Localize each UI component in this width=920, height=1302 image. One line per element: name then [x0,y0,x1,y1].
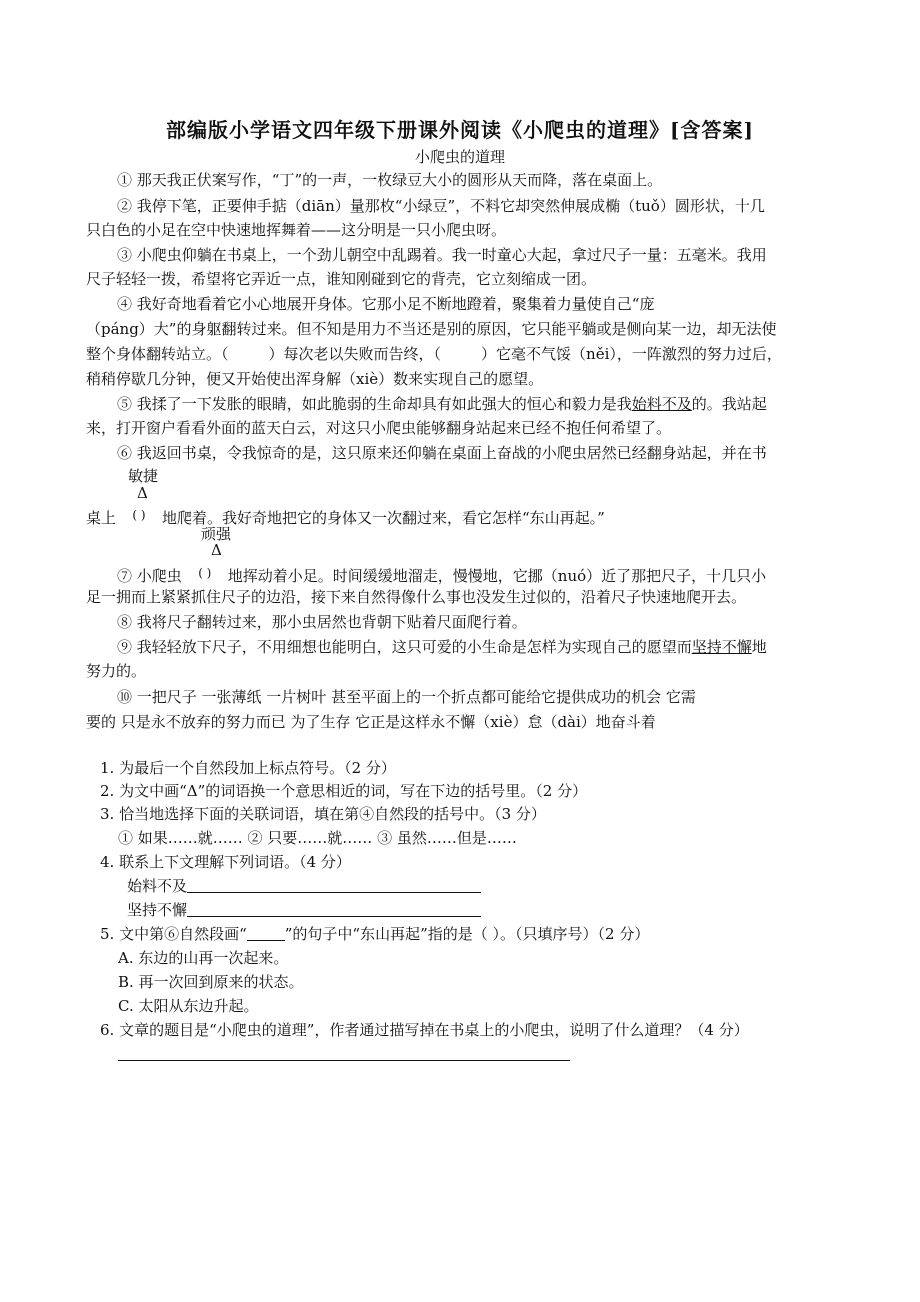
paragraph-6-line-2 [86,503,838,530]
paragraph-4-text-a: 整个身体翻转站立。（ [86,345,229,363]
paragraph-7-text-b: 地挥动着小足。时间缓缓地溜走，慢慢地，它挪（nuó）近了那把尺子，十几只小 [227,567,767,585]
paragraph-8: ⑧ 我将尺子翻转过来，那小虫居然也背朝下贴着尺面爬行着。 [117,613,527,631]
paragraph-5-text-a: ⑤ 我揉了一下发胀的眼睛，如此脆弱的生命却具有如此强大的恒心和毅力是我 [117,395,632,413]
paragraph-2-line-1: ② 我停下笔，正要伸手掂（diān）量那枚“小绿豆”，不料它却突然伸展成椭（tuǒ）圆形状，十几 [117,197,765,215]
answer-line-4b[interactable] [187,902,481,917]
question-3: 3. 恰当地选择下面的关联词语，填在第④自然段的括号中。（3 分） [100,805,546,823]
paragraph-3-line-2: 尺子轻轻一拨，希望将它弄近一点，谁知刚碰到它的背壳，它立刻缩成一团。 [86,270,597,288]
annotation-word-1: 敏捷 [128,467,159,485]
question-4-item-a [127,875,481,897]
question-6: 6. 文章的题目是“小爬虫的道理”，作者通过描写掉在书桌上的小爬虫，说明了什么道理？（4 分） [100,1021,749,1039]
annotation-word-2: 顽强 [201,525,232,543]
question-5-option-c: C. 太阳从东边升起。 [118,997,259,1015]
question-5-option-a: A. 东边的山再一次起来。 [118,949,289,967]
paragraph-10-line-1: ⑩ 一把尺子 一张薄纸 一片树叶 甚至平面上的一个折点都可能给它提供成功的机会 它需 [117,688,696,706]
question-1: 1. 为最后一个自然段加上标点符号。（2 分） [100,759,396,777]
paragraph-5-line-1 [86,392,869,416]
question-2: 2. 为文中画“Δ”的词语换一个意思相近的词，写在下边的括号里。（2 分） [100,782,588,800]
underline-sample [247,926,285,941]
question-4-term-a: 始料不及 [127,877,188,895]
paragraph-5-text-b: 的。我站起 [691,395,767,413]
paragraph-7-line-1 [86,561,869,588]
paragraph-1: ① 那天我正伏案写作，“丁”的一声，一枚绿豆大小的圆形从天而降，落在桌面上。 [117,171,663,189]
paragraph-9-line-2: 努力的。 [86,662,147,680]
document-title: 部编版小学语文四年级下册课外阅读《小爬虫的道理》[含答案] [166,118,754,142]
paragraph-5-line-2: 来，打开窗户看看外面的蓝天白云，对这只小爬虫能够翻身站起来已经不抱任何希望了。 [86,419,672,437]
paragraph-6-text-a: 桌上 [86,509,117,527]
paragraph-4-line-2: （páng）大”的身躯翻转过来。但不知是用力不当还是别的原因，它只能平躺或是侧向某一边，却无法使 [86,320,777,338]
paragraph-4-text-c: ）它毫不气馁（něi），一阵激烈的努力过后， [481,345,782,363]
question-5 [100,923,649,945]
paragraph-2-line-2: 只白色的小足在空中快速地挥舞着——这分明是一只小爬虫呀。 [86,221,507,239]
paragraph-9-text-b: 地 [751,638,767,656]
underlined-phrase-1: 始料不及 [631,395,692,413]
underlined-phrase-2: 坚持不懈 [691,638,752,656]
paragraph-9-text-a: ⑨ 我轻轻放下尺子，不用细想也能明白，这只可爱的小生命是怎样为实现自己的愿望而 [117,638,692,656]
question-5-text-a: 5. 文中第⑥自然段画“ [100,925,247,943]
passage-title: 小爬虫的道理 [414,148,505,166]
paragraph-6-text-b: 地爬着。我好奇地把它的身体又一次翻过来，看它怎样“东山再起。” [162,509,605,527]
paragraph-6-line-1: ⑥ 我返回书桌，令我惊奇的是，这只原来还仰躺在桌面上奋战的小爬虫居然已经翻身站起，并在书 [117,444,767,462]
delta-mark-1: Δ [137,484,148,502]
paragraph-4-line-1: ④ 我好奇地看着它小心地展开身体。它那小足不断地蹬着，聚集着力量使自己“庞 [117,295,655,313]
question-5-option-b: B. 再一次回到原来的状态。 [118,973,304,991]
answer-line-6[interactable] [118,1060,570,1061]
question-3-options: ① 如果……就…… ② 只要……就…… ③ 虽然……但是…… [118,829,517,847]
paragraph-4-line-3 [86,342,838,366]
question-5-text-b: ”的句子中“东山再起”指的是（ ）。（只填序号）（2 分） [284,925,650,943]
paragraph-10-line-2: 要的 只是永不放弃的努力而已 为了生存 它正是这样永不懈（xiè）怠（dài）地奋斗着 [86,713,656,731]
paragraph-7-text-a: ⑦ 小爬虫 [117,567,182,585]
paragraph-4-line-4: 稍稍停歇几分钟，便又开始使出浑身解（xiè）数来实现自己的愿望。 [86,370,544,388]
blank-word-2: ( ) [198,566,212,580]
question-4-term-b: 坚持不懈 [127,901,188,919]
blank-word-1: ( ) [132,508,146,522]
question-4-item-b [127,899,481,921]
question-4: 4. 联系上下文理解下列词语。（4 分） [100,853,351,871]
paragraph-9-line-1 [86,635,869,659]
answer-line-4a[interactable] [187,878,481,893]
paragraph-3-line-1: ③ 小爬虫仰躺在书桌上，一个劲儿朝空中乱踢着。我一时童心大起，拿过尺子一量：五毫米。我用 [117,246,767,264]
paragraph-7-line-2: 足一拥而上紧紧抓住尺子的边沿，接下来自然得像什么事也没发生过似的，沿着尺子快速地爬开去。 [86,588,747,606]
delta-mark-2: Δ [211,541,222,559]
paragraph-4-text-b: ）每次老以失败而告终，（ [268,345,442,363]
